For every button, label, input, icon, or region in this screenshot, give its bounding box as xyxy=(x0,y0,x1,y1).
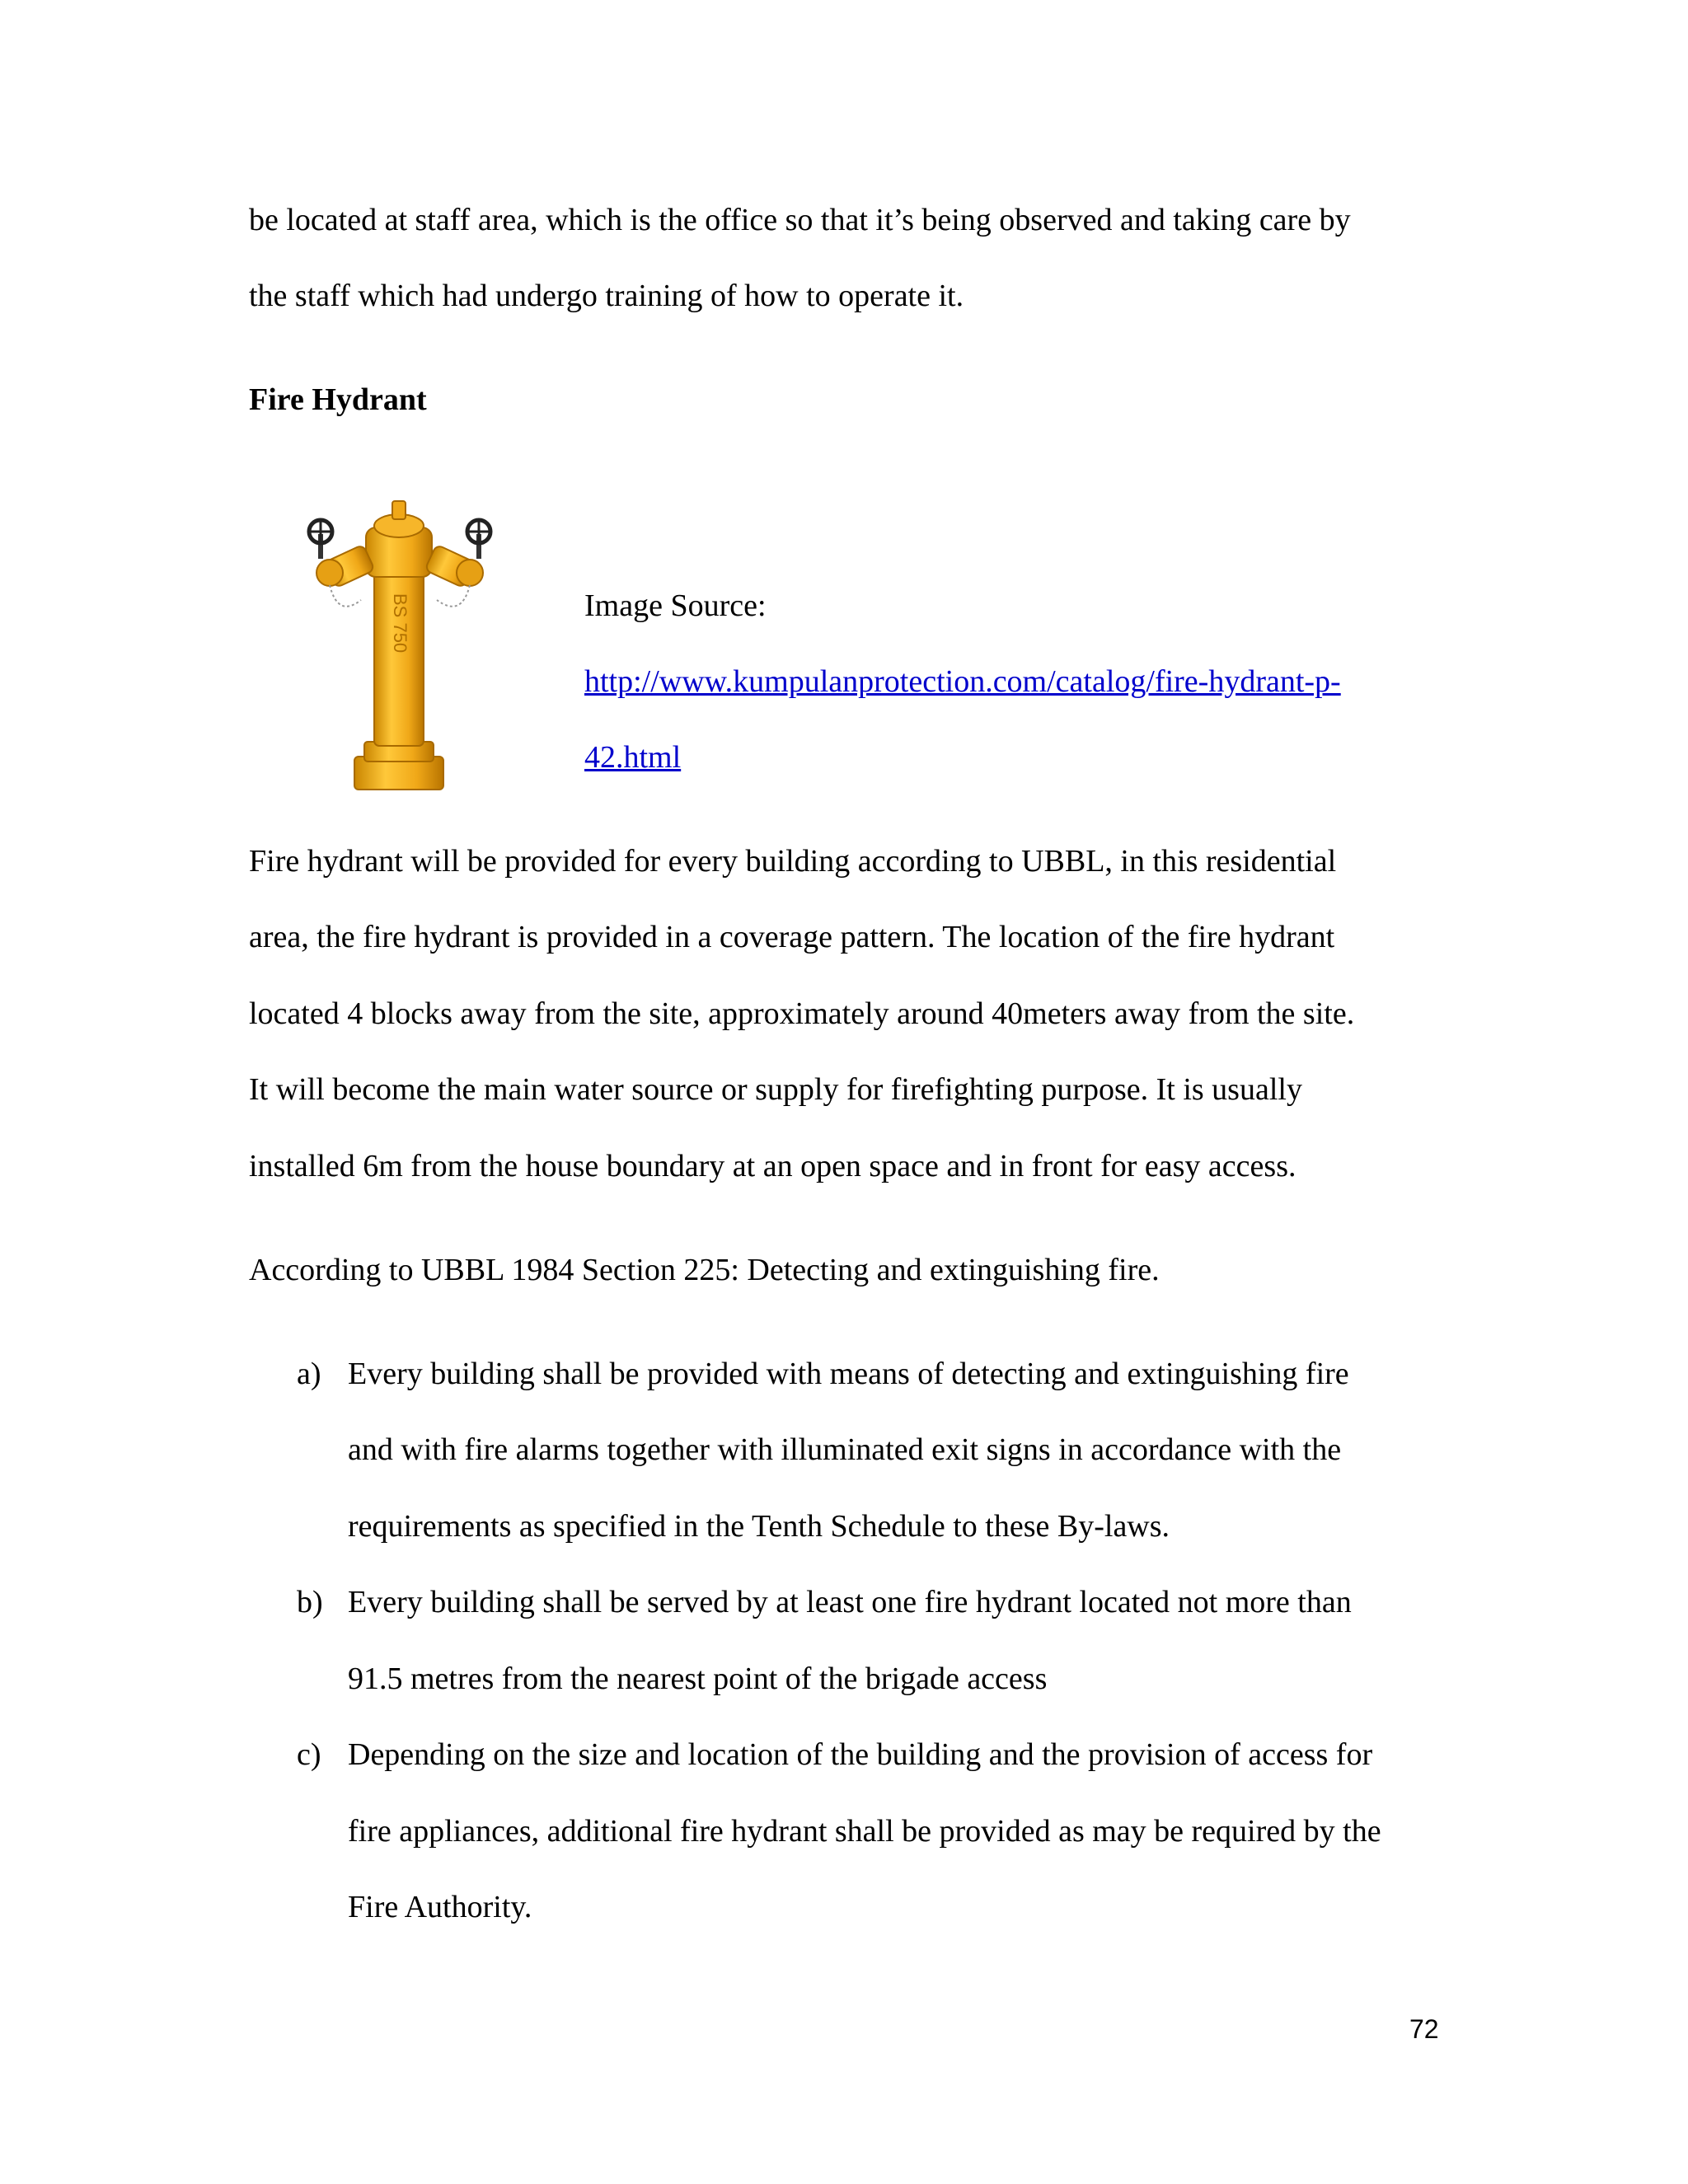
body-line-3: located 4 blocks away from the site, approximately around 40meters away from the site. xyxy=(249,996,1355,1031)
list-marker-b: b) xyxy=(297,1585,323,1619)
image-source-label: Image Source: xyxy=(584,588,767,623)
intro-line-1: be located at staff area, which is the office so that it’s being observed and taking care by xyxy=(249,203,1351,237)
list-item-a-line-2: and with fire alarms together with illuminated exit signs in accordance with the xyxy=(348,1432,1342,1467)
list-item-a-line-1: Every building shall be provided with means of detecting and extinguishing fire xyxy=(348,1357,1349,1391)
ubbl-intro: According to UBBL 1984 Section 225: Detecting and extinguishing fire. xyxy=(249,1253,1160,1287)
fire-hydrant-image xyxy=(297,494,511,799)
intro-line-2: the staff which had undergo training of how to operate it. xyxy=(249,279,964,313)
section-heading: Fire Hydrant xyxy=(249,382,427,417)
list-marker-c: c) xyxy=(297,1737,321,1772)
list-item-c-line-1: Depending on the size and location of the building and the provision of access for xyxy=(348,1737,1373,1772)
body-line-2: area, the fire hydrant is provided in a coverage pattern. The location of the fire hydrant xyxy=(249,920,1335,954)
body-line-1: Fire hydrant will be provided for every building according to UBBL, in this residential xyxy=(249,844,1337,879)
image-source-link-line-2[interactable]: 42.html xyxy=(584,740,682,775)
body-line-5: installed 6m from the house boundary at an open space and in front for easy access. xyxy=(249,1149,1296,1183)
image-source-link-line-1[interactable]: http://www.kumpulanprotection.com/catalog/fire-hydrant-p- xyxy=(584,664,1341,699)
list-item-b-line-2: 91.5 metres from the nearest point of the brigade access xyxy=(348,1661,1048,1696)
list-item-c-line-3: Fire Authority. xyxy=(348,1890,532,1924)
list-item-b-line-1: Every building shall be served by at least one fire hydrant located not more than xyxy=(348,1585,1352,1619)
body-line-4: It will become the main water source or supply for firefighting purpose. It is usually xyxy=(249,1072,1302,1107)
svg-text:BS 750: BS 750 xyxy=(390,593,410,654)
page-number: 72 xyxy=(1409,2014,1439,2044)
list-item-a-line-3: requirements as specified in the Tenth Schedule to these By-laws. xyxy=(348,1509,1170,1544)
list-marker-a: a) xyxy=(297,1357,321,1391)
list-item-c-line-2: fire appliances, additional fire hydrant shall be provided as may be required by the xyxy=(348,1814,1381,1849)
